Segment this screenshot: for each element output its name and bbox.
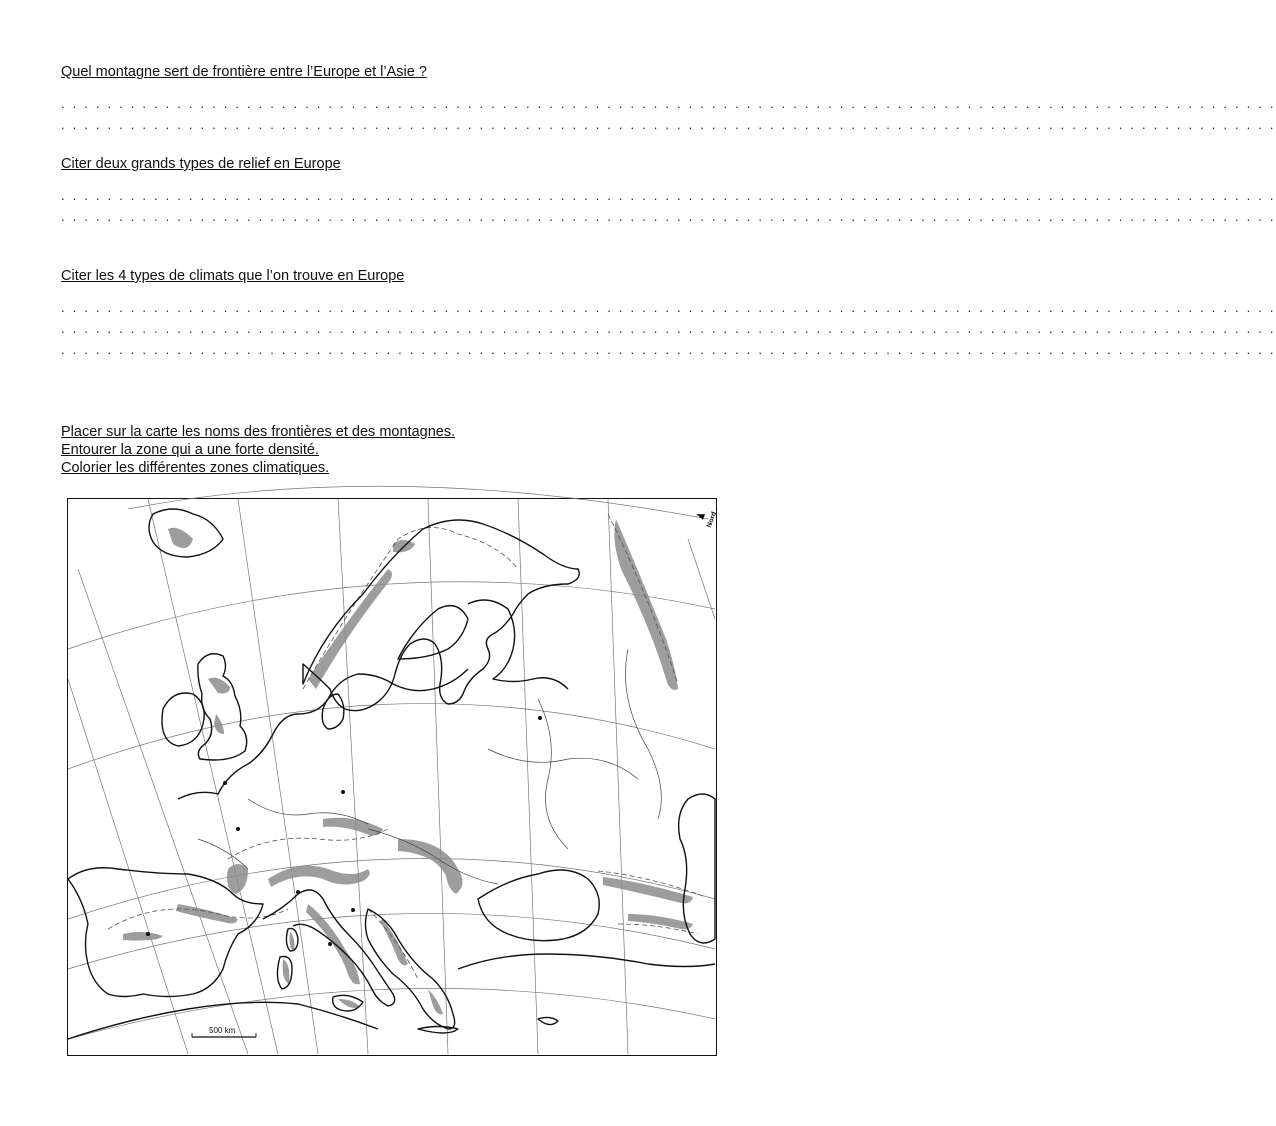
relief-greece [428, 989, 443, 1014]
north-label: Nord [705, 510, 719, 529]
relief-sardinia [283, 959, 290, 984]
coast-scandinavia [303, 520, 579, 711]
river-3 [488, 749, 638, 779]
relief-scotland [208, 678, 230, 694]
coast-anatolia [458, 954, 715, 969]
relief-shading [123, 519, 693, 1014]
europe-blank-map[interactable] [67, 498, 717, 1056]
city-dot-rome [328, 942, 332, 946]
meridian-6 [518, 499, 538, 1054]
answer-line-3c[interactable]: . . . . . . . . . . . . . . . . . . . . . . . . . . . . . . . . . . . . . . . . . . . . . . . . . . . . . . . . . . . . . . . . . . . . . . . . . . . . . . . . . . . . . . . . . . . . . . . . . . . . . . . . . [61, 342, 1276, 357]
relief-balkans [380, 919, 408, 965]
parallel-60 [68, 582, 715, 649]
coast-black-sea [478, 870, 599, 941]
meridian-8 [688, 539, 715, 619]
contour-alps [228, 829, 388, 859]
city-dot-madrid [146, 932, 150, 936]
map-graticule [68, 486, 715, 1054]
coast-denmark [322, 694, 344, 729]
city-dot-london [223, 781, 227, 785]
city-dot-bern [351, 908, 355, 912]
answer-line-3a[interactable]: . . . . . . . . . . . . . . . . . . . . . . . . . . . . . . . . . . . . . . . . . . . . . . . . . . . . . . . . . . . . . . . . . . . . . . . . . . . . . . . . . . . . . . . . . . . . . . . . . . . . . . . . . [61, 300, 1276, 315]
instruction-3: Colorier les différentes zones climatiques. [61, 460, 330, 476]
relief-sicily [338, 999, 360, 1008]
meridian-2 [148, 499, 278, 1054]
relief-urals [614, 519, 678, 690]
coast-finland-russia [468, 600, 568, 689]
relief-spain-central [123, 932, 163, 941]
city-dot-berlin [341, 790, 345, 794]
relief-alps [268, 866, 370, 887]
river-5 [626, 649, 662, 819]
answer-line-2b[interactable]: . . . . . . . . . . . . . . . . . . . . . . . . . . . . . . . . . . . . . . . . . . . . . . . . . . . . . . . . . . . . . . . . . . . . . . . . . . . . . . . . . . . . . . . . . . . . . . . . . . . . . . . . . [61, 209, 1276, 224]
city-dot-moscow [538, 716, 542, 720]
coast-crete [418, 1027, 458, 1034]
meridian-1 [78, 569, 248, 1054]
question-3: Citer les 4 types de climats que l’on trouve en Europe [61, 268, 405, 284]
instruction-2: Entourer la zone qui a une forte densité. [61, 442, 319, 458]
relief-wales [214, 714, 224, 734]
answer-line-1a[interactable]: . . . . . . . . . . . . . . . . . . . . . . . . . . . . . . . . . . . . . . . . . . . . . . . . . . . . . . . . . . . . . . . . . . . . . . . . . . . . . . . . . . . . . . . . . . . . . . . . . . . . . . . . . [61, 96, 1276, 111]
meridian-7 [608, 499, 628, 1054]
answer-line-3b[interactable]: . . . . . . . . . . . . . . . . . . . . . . . . . . . . . . . . . . . . . . . . . . . . . . . . . . . . . . . . . . . . . . . . . . . . . . . . . . . . . . . . . . . . . . . . . . . . . . . . . . . . . . . . . [61, 321, 1276, 336]
city-dot-paris [236, 827, 240, 831]
coast-cyprus [538, 1017, 558, 1024]
relief-pyrenees [176, 904, 238, 924]
question-2: Citer deux grands types de relief en Europe [61, 156, 341, 172]
city-dot-vienna [296, 890, 300, 894]
coast-caspian [679, 794, 715, 943]
coast-great-britain [198, 654, 247, 760]
map-instructions [61, 423, 455, 477]
meridian-9 [68, 679, 188, 1054]
relief-iceland [168, 528, 193, 548]
question-1: Quel montagne sert de frontière entre l’Europe et l’Asie ? [61, 64, 427, 80]
relief-carpathians [398, 839, 463, 894]
relief-corsica [290, 931, 295, 951]
coast-ireland [162, 693, 204, 746]
scale-bar [192, 1026, 256, 1037]
scale-label: 500 km [209, 1026, 236, 1035]
europe-map-svg[interactable] [68, 499, 719, 1054]
relief-central-europe [323, 818, 383, 836]
instruction-1: Placer sur la carte les noms des frontières et des montagnes. [61, 424, 456, 440]
river-4 [538, 699, 568, 849]
relief-caucasus-north [603, 877, 693, 903]
relief-massif-central [227, 864, 248, 894]
answer-line-1b[interactable]: . . . . . . . . . . . . . . . . . . . . . . . . . . . . . . . . . . . . . . . . . . . . . . . . . . . . . . . . . . . . . . . . . . . . . . . . . . . . . . . . . . . . . . . . . . . . . . . . . . . . . . . . . [61, 117, 1276, 132]
answer-line-2a[interactable]: . . . . . . . . . . . . . . . . . . . . . . . . . . . . . . . . . . . . . . . . . . . . . . . . . . . . . . . . . . . . . . . . . . . . . . . . . . . . . . . . . . . . . . . . . . . . . . . . . . . . . . . . . [61, 188, 1276, 203]
north-arrow [694, 506, 718, 528]
parallel-70 [128, 486, 708, 519]
